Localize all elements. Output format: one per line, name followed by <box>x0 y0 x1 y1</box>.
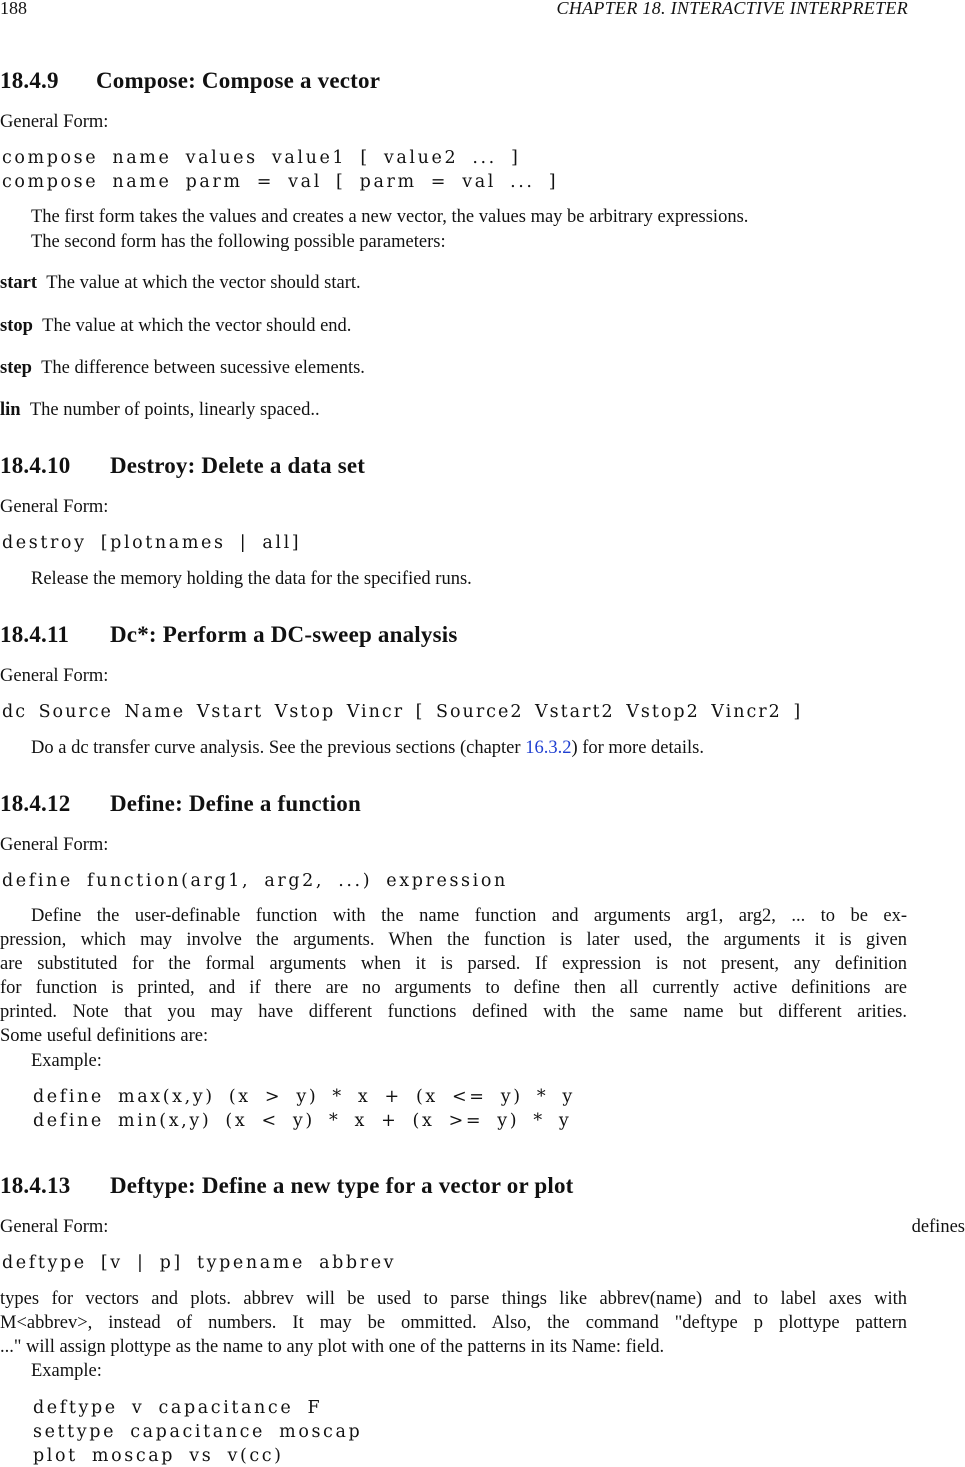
general-form-label: General Form: <box>0 835 109 855</box>
paragraph: The second form has the following possible parameters: <box>31 232 446 252</box>
code-line: define min(x,y) (x < y) * x + (x >= y) * y <box>33 1111 572 1131</box>
example-label: Example: <box>31 1361 102 1381</box>
param-desc: The number of points, linearly spaced.. <box>29 400 320 420</box>
paragraph-line: pression, which may involve the arguments. When the function is later used, the arguments it is given <box>0 930 907 950</box>
section-number: 18.4.10 <box>0 453 71 478</box>
param-term: start <box>0 273 37 293</box>
param-item <box>0 400 320 421</box>
param-desc: The value at which the vector should end. <box>42 316 352 336</box>
section-number: 18.4.9 <box>0 68 59 93</box>
param-term: step <box>0 358 32 378</box>
code-line: compose name parm = val [ parm = val ... ] <box>2 172 559 192</box>
code-line: define max(x,y) (x > y) * x + (x <= y) * y <box>33 1087 575 1107</box>
section-number: 18.4.12 <box>0 791 71 816</box>
paragraph: The first form takes the values and creates a new vector, the values may be arbitrary expressions. <box>31 207 749 227</box>
section-heading-compose <box>0 68 380 94</box>
example-label: Example: <box>31 1051 102 1071</box>
section-heading-dc <box>0 622 458 648</box>
chapter-link[interactable]: 16.3.2 <box>525 738 572 758</box>
code-line: plot moscap vs v(cc) <box>33 1446 284 1466</box>
page-number: 188 <box>0 0 27 18</box>
code-line: compose name values value1 [ value2 ... ] <box>2 148 521 168</box>
code-line: deftype v capacitance F <box>33 1398 323 1418</box>
param-desc: The difference between sucessive elements. <box>41 358 365 378</box>
paragraph-line: ..." will assign plottype as the name to any plot with one of the patterns in its Name: field. <box>0 1337 665 1357</box>
paragraph-line: Some useful definitions are: <box>0 1026 209 1046</box>
param-item <box>0 358 365 379</box>
section-title: Define: Define a function <box>110 791 361 816</box>
param-term: stop <box>0 316 33 336</box>
code-line: dc Source Name Vstart Vstop Vincr [ Source2 Vstart2 Vstop2 Vincr2 ] <box>2 702 803 722</box>
code-line: deftype [v | p] typename abbrev <box>2 1253 397 1273</box>
param-desc: The value at which the vector should start. <box>46 273 361 293</box>
section-title: Dc*: Perform a DC-sweep analysis <box>110 622 458 647</box>
general-form-label: General Form: <box>0 1217 109 1237</box>
section-heading-define <box>0 791 361 817</box>
paragraph-line: M<abbrev>, instead of numbers. It may be ommitted. Also, the command "deftype p plottype pattern <box>0 1313 907 1333</box>
paragraph-text: ) for more details. <box>571 738 704 758</box>
section-number: 18.4.13 <box>0 1173 71 1198</box>
general-form-label: General Form: <box>0 497 109 517</box>
param-item <box>0 273 361 294</box>
section-title: Deftype: Define a new type for a vector or plot <box>110 1173 574 1198</box>
section-title: Destroy: Delete a data set <box>110 453 366 478</box>
section-title: Compose: Compose a vector <box>96 68 381 93</box>
paragraph-line: printed. Note that you may have different functions defined with the same name but different arities. <box>0 1002 907 1022</box>
section-heading-deftype <box>0 1173 574 1199</box>
code-line: define function(arg1, arg2, ...) expression <box>2 871 508 891</box>
general-form-label: General Form: <box>0 112 109 132</box>
running-header: CHAPTER 18. INTERACTIVE INTERPRETER <box>556 0 908 18</box>
paragraph-line: for function is printed, and if there are no arguments to define then all currently active definitions are <box>0 978 907 998</box>
code-line: destroy [plotnames | all] <box>2 533 302 553</box>
paragraph: Release the memory holding the data for the specified runs. <box>31 569 472 589</box>
section-number: 18.4.11 <box>0 622 70 647</box>
paragraph-line: types for vectors and plots. abbrev will be used to parse things like abbrev(name) and to label axes with <box>0 1289 907 1309</box>
paragraph-text: Do a dc transfer curve analysis. See the previous sections (chapter <box>31 738 526 758</box>
code-line: settype capacitance moscap <box>33 1422 363 1442</box>
paragraph-line: are substituted for the formal arguments when it is parsed. If expression is not present, any definition <box>0 954 907 974</box>
general-form-label: General Form: <box>0 666 109 686</box>
param-item <box>0 316 351 337</box>
paragraph-line: Define the user-definable function with the name function and arguments arg1, arg2, ... to be ex- <box>31 906 907 926</box>
param-term: lin <box>0 400 21 420</box>
section-heading-destroy <box>0 453 365 479</box>
trailing-word: defines <box>911 1217 965 1237</box>
paragraph <box>31 738 704 759</box>
